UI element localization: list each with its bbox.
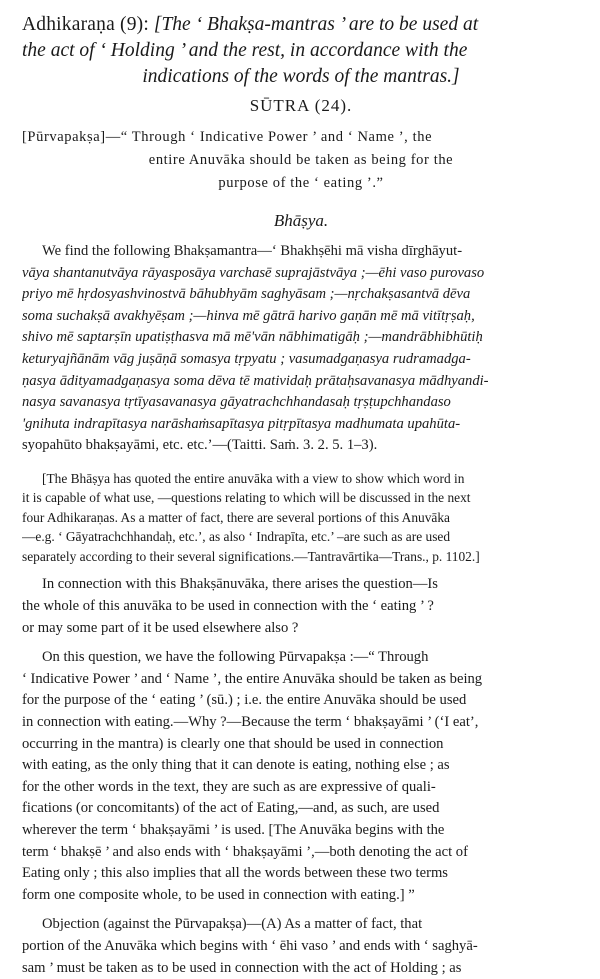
heading-line <box>22 12 580 38</box>
text-line: with eating, as the only thing that it can denote is eating, nothing else ; as <box>22 757 450 774</box>
text-line: Objection (against the Pūrvapakṣa)—(A) As a matter of fact, that <box>42 916 423 933</box>
text-line: or may some part of it be used elsewhere also ? <box>22 619 299 636</box>
purvapaksa-line: [Pūrvapakṣa]—“ Through ‘ Indicative Power ’ and ‘ Name ’, the <box>22 129 433 145</box>
text-line: soma suchakṣā avakhyēṣam ;—hinva mē gātrā harivo gaṇān mē mā vitītṛṣaḥ, <box>22 307 475 324</box>
text-line: nasya savanasya tṛtīyasavanasya gāyatrachchhandasaḥ tṛṣṭupchhandaso <box>22 394 451 411</box>
text-line: wherever the term ‘ bhakṣayāmi ’ is used. [The Anuvāka begins with the <box>22 821 445 838</box>
heading-line: the act of ‘ Holding ’ and the rest, in accordance with the <box>22 40 468 61</box>
note-line: separately according to their several significations.—Tantravārtika—Trans., p. 1102.] <box>22 548 480 564</box>
translator-note <box>22 469 580 567</box>
purvapaksa-line: purpose of the ‘ eating ’.” <box>218 175 384 191</box>
heading-line: indications of the words of the mantras.] <box>142 66 460 87</box>
text-line: In connection with this Bhakṣānuvāka, there arises the question—Is <box>42 576 438 593</box>
text-line: keturyajñānām vāg juṣāṇā somasya tṛpyatu ; vasumadgaṇasya rudramadga- <box>22 350 471 367</box>
text-line: priyo mē hṛdosyashvinostvā bāhubhyām saghyāsam ;—nṛchakṣasantvā dēva <box>22 286 471 303</box>
text-line: shivo mē saptarṣīn upatiṣṭhasva mā mē'vān nābhimatigāḥ ;—mandrābhibhūtiḥ <box>22 329 483 346</box>
note-line: [The Bhāṣya has quoted the entire anuvāka with a view to show which word in <box>42 470 465 486</box>
text-line: On this question, we have the following Pūrvapakṣa :—“ Through <box>42 649 429 666</box>
purvapaksa-statement <box>22 126 580 195</box>
text-line: for the purpose of the ‘ eating ’ (sū.) ; i.e. the entire Anuvāka should be used <box>22 692 467 709</box>
text-line: syopahūto bhakṣayāmi, etc. etc.’—(Taitti. Saṁ. 3. 2. 5. 1–3). <box>22 437 378 454</box>
paragraph-purvapaksa <box>22 647 580 906</box>
text-line: ṇasya ādityamadgaṇasya soma dēva tē matividaḥ prātaḥsavanasya mādhyandi- <box>22 372 489 389</box>
adhikarana-label: Adhikaraṇa (9): <box>22 14 149 35</box>
text-line: form one composite whole, to be used in connection with eating.] ” <box>22 886 415 903</box>
text-line: ‘ Indicative Power ’ and ‘ Name ’, the entire Anuvāka should be taken as being <box>22 670 483 687</box>
text-line: occurring in the mantra) is clearly one that should be used in connection <box>22 735 444 752</box>
text-line: We find the following Bhakṣamantra—‘ Bhakhṣēhi mā visha dīrghāyut- <box>42 243 463 259</box>
paragraph-objection <box>22 914 580 979</box>
paragraph-question <box>22 574 580 639</box>
sutra-title: SŪTRA (24). <box>249 96 353 115</box>
paragraph-bhaksamantra <box>22 241 580 457</box>
note-line: —e.g. ‘ Gāyatrachchhandaḥ, etc.’, as also ‘ Indrapīta, etc.’ –are such as are used <box>22 529 451 545</box>
text-line: portion of the Anuvāka which begins with ‘ ēhi vaso ’ and ends with ‘ saghyā- <box>22 937 478 954</box>
text-line: vāya shantanutvāya rāyasposāya varchasē suprajāstvāya ;—ēhi vaso purovaso <box>22 264 485 281</box>
purvapaksa-line: entire Anuvāka should be taken as being for the <box>148 152 454 168</box>
text-line: Eating only ; this also implies that all the words between these two terms <box>22 865 448 882</box>
adhikarana-heading <box>22 12 580 90</box>
text-line: for the other words in the text, they are such as are expressive of quali- <box>22 778 436 795</box>
note-line: it is capable of what use, —questions relating to which will be discussed in the next <box>22 490 471 506</box>
heading-text: [The ‘ Bhakṣa-mantras ’ are to be used at <box>153 14 479 35</box>
text-line: fications (or concomitants) of the act of Eating,—and, as such, are used <box>22 800 440 817</box>
note-line: four Adhikaraṇas. As a matter of fact, there are several portions of this Anuvāka <box>22 509 450 525</box>
text-line: sam ’ must be taken as to be used in connection with the act of Holding ; as <box>22 959 462 976</box>
text-line: 'gnihuta indrapītasya narāshaṁsapītasya pitṛpītasya madhumata upahūta- <box>22 415 461 432</box>
text-line: the whole of this anuvāka to be used in connection with the ‘ eating ’ ? <box>22 598 434 615</box>
text-line: term ‘ bhakṣē ’ and also ends with ‘ bhakṣayāmi ’,—both denoting the act of <box>22 843 468 860</box>
bhasya-title: Bhāṣya. <box>273 211 329 230</box>
text-line: in connection with eating.—Why ?—Because the term ‘ bhakṣayāmi ’ (‘I eat’, <box>22 714 479 730</box>
